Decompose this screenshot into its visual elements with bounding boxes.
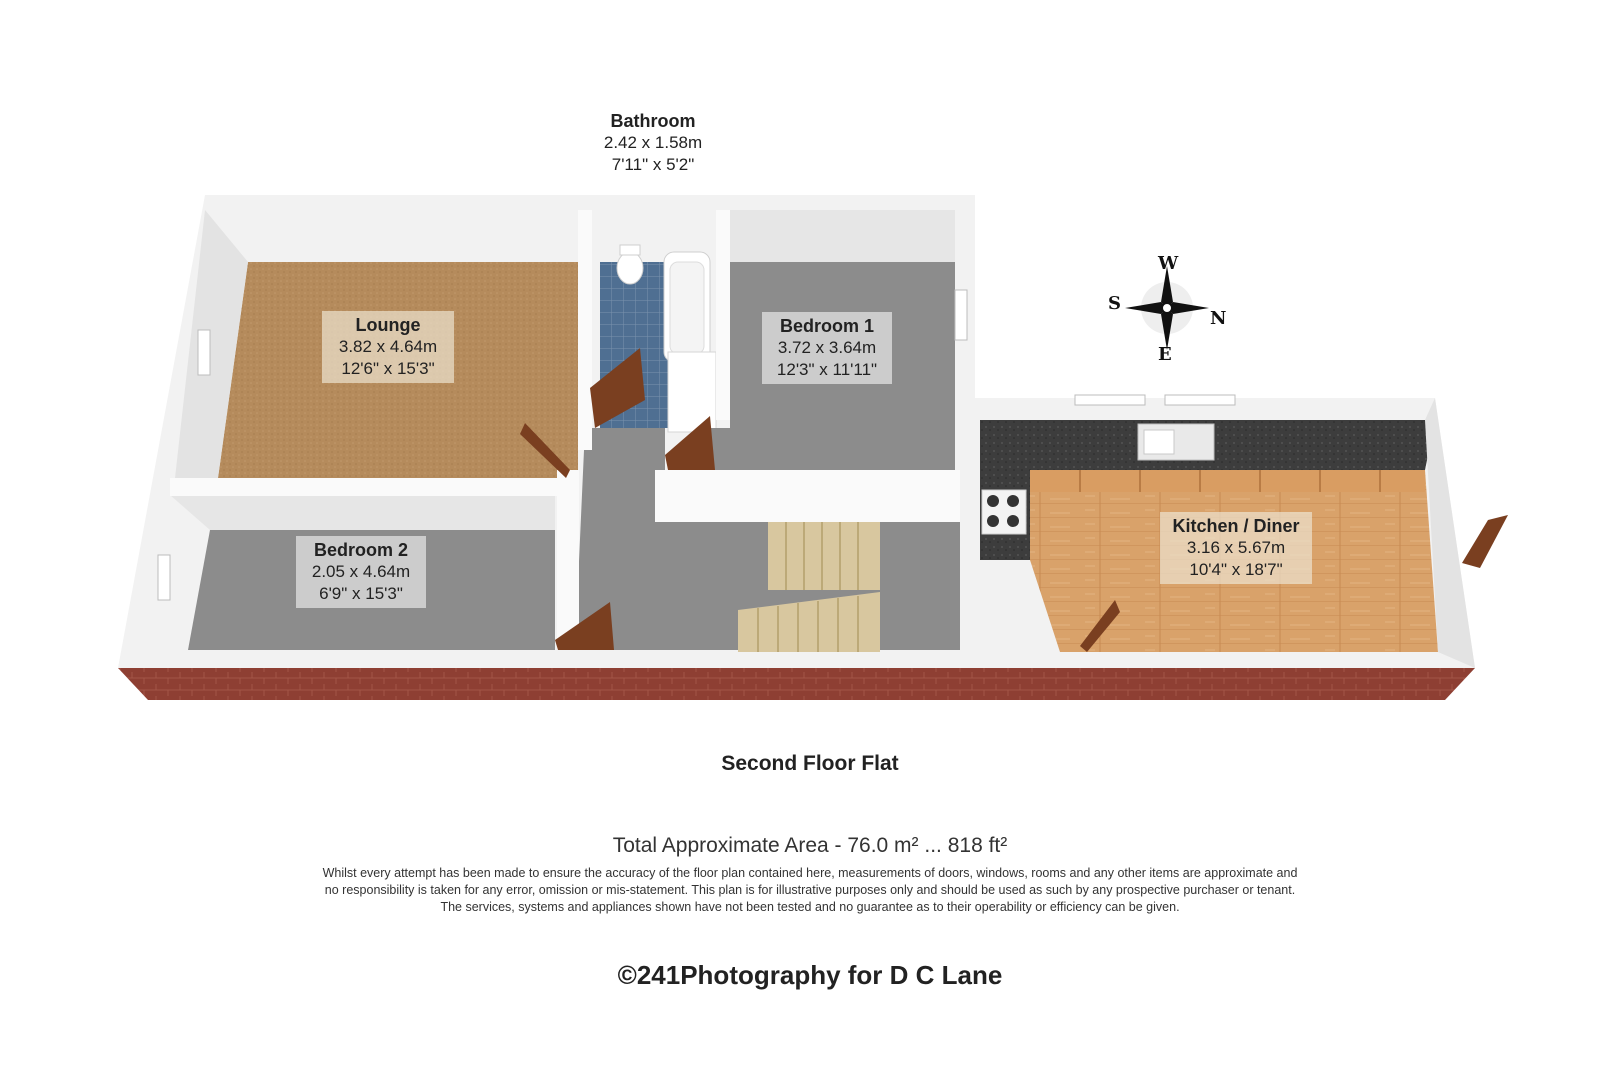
room-name: Bedroom 1 [779,316,875,336]
wall-lounge-bedroom2 [170,478,565,496]
compass-north: N [1210,308,1227,329]
disclaimer-line: no responsibility is taken for any error, omission or mis-statement. This plan is for illustrative purposes only and should be used as such by any prospective purchaser or tenant. [324,883,1296,897]
bedroom2-wall-shade [170,495,555,530]
room-metric: 2.05 x 4.64m [311,562,411,581]
total-area: Total Approximate Area - 76.0 m² ... 818 ft² [612,834,1008,857]
room-imperial: 10'4" x 18'7" [1189,560,1283,579]
room-imperial: 12'3" x 11'11" [776,360,878,379]
room-imperial: 7'11" x 5'2" [611,155,695,174]
wall-bed1-hall [655,470,960,522]
room-name: Bedroom 2 [313,540,409,560]
room-metric: 3.72 x 3.64m [777,338,877,357]
room-metric: 2.42 x 1.58m [603,133,703,152]
room-name: Lounge [355,315,421,335]
room-name: Kitchen / Diner [1172,516,1300,536]
room-metric: 3.82 x 4.64m [338,337,438,356]
room-label-bathroom [583,110,723,176]
room-label-bedroom2 [296,536,426,608]
exterior-brick-wall [118,668,1475,700]
compass-west: W [1158,253,1179,274]
compass-east: E [1158,344,1172,365]
wall-bath-bed1 [716,210,730,420]
hob [982,490,1026,534]
disclaimer [260,865,1360,916]
kitchen-cabinets [1030,470,1425,492]
room-imperial: 12'6" x 15'3" [341,359,435,378]
room-label-lounge [322,311,454,383]
room-name: Bathroom [610,111,696,131]
compass-south: S [1108,293,1121,314]
room-label-kitchen [1160,512,1312,584]
bedroom1-wall-shade [730,210,955,262]
room-metric: 3.16 x 5.67m [1186,538,1286,557]
toilet [617,252,643,284]
disclaimer-line: The services, systems and appliances shown have not been tested and no guarantee as to their operability or efficiency can be given. [440,900,1180,914]
room-imperial: 6'9" x 15'3" [319,584,403,603]
wall-bed2-hall [557,470,579,650]
room-label-bedroom1 [762,312,892,384]
photography-credit: ©241Photography for D C Lane [617,960,1003,990]
floor-title: Second Floor Flat [721,752,899,775]
disclaimer-line: Whilst every attempt has been made to ensure the accuracy of the floor plan contained here, measurements of doors, windows, rooms and any other items are approximate and [322,866,1298,880]
compass-rose [1125,266,1209,350]
wall-lounge-bath [578,210,592,450]
